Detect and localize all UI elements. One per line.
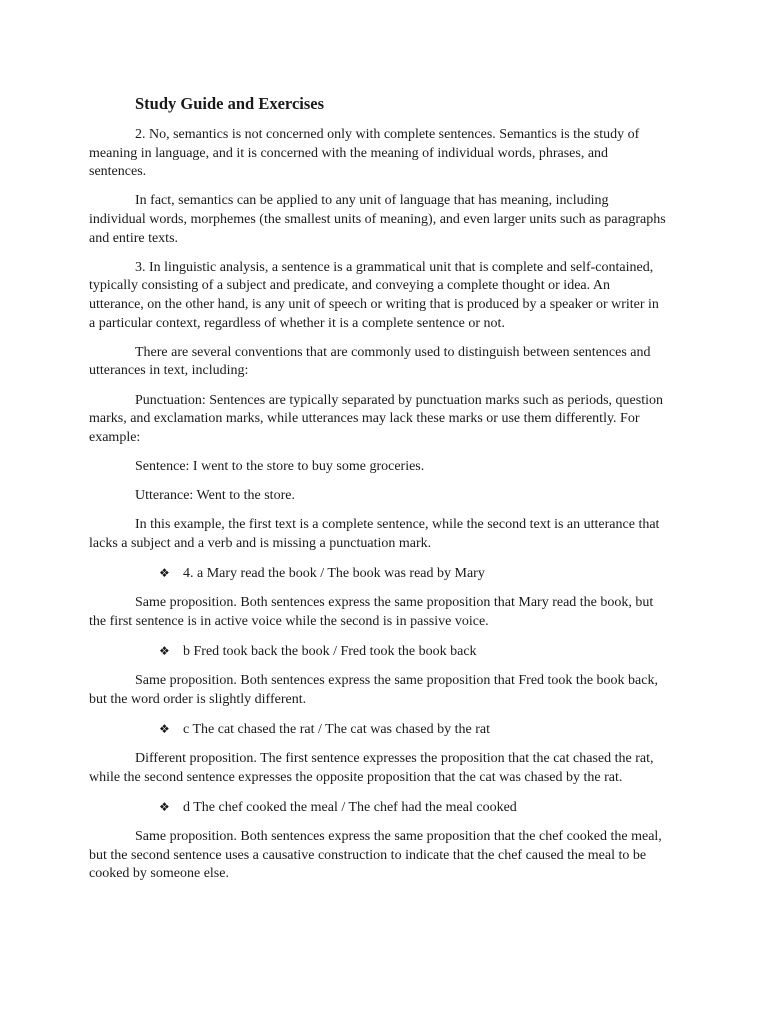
paragraph: In this example, the first text is a complete sentence, while the second text is an utterance that lacks a subject and a verb and is missing a punctuation mark. (89, 517, 660, 551)
page-title: Study Guide and Exercises (135, 94, 325, 113)
paragraph: Punctuation: Sentences are typically separated by punctuation marks such as periods, question marks, and exclamation marks, while utterances may lack these marks or use them differently. For example: (89, 392, 663, 445)
paragraph: Same proposition. Both sentences express the same proposition that Fred took the book back, but the word order is slightly different. (89, 673, 658, 707)
bullet-text: c The cat chased the rat / The cat was chased by the rat (183, 721, 490, 737)
bullet-text: d The chef cooked the meal / The chef had the meal cooked (183, 799, 517, 815)
paragraph: Utterance: Went to the store. (135, 488, 295, 504)
bullet-item (89, 642, 666, 662)
paragraph: Same proposition. Both sentences express the same proposition that the chef cooked the meal, but the second sentence uses a causative construction to indicate that the chef caused the meal to be cooked by someone else. (89, 829, 662, 882)
diamond-bullet-icon: ❖ (159, 644, 170, 658)
bullet-text: b Fred took back the book / Fred took the book back (183, 644, 477, 659)
bullet-text: 4. a Mary read the book / The book was read by Mary (183, 566, 485, 582)
paragraph: Same proposition. Both sentences express the same proposition that Mary read the book, but the first sentence is in active voice while the second is in passive voice. (89, 595, 654, 629)
paragraph: 2. No, semantics is not concerned only with complete sentences. Semantics is the study of meaning in language, and it is concerned with the meaning of individual words, phrases, and sentences. (89, 127, 640, 180)
bullet-item (89, 720, 666, 740)
paragraph: Different proposition. The first sentence expresses the proposition that the cat chased the rat, while the second sentence expresses the opposite proposition that the cat was chased by the rat. (89, 751, 654, 785)
document-body (89, 126, 666, 884)
paragraph: In fact, semantics can be applied to any unit of language that has meaning, including individual words, morphemes (the smallest units of meaning), and even larger units such as paragraphs and entire texts. (89, 193, 666, 246)
paragraph: There are several conventions that are commonly used to distinguish between sentences and utterances in text, including: (89, 344, 651, 379)
bullet-item (89, 798, 666, 818)
paragraph: Sentence: I went to the store to buy some groceries. (135, 458, 425, 474)
bullet-item (89, 564, 666, 584)
paragraph: 3. In linguistic analysis, a sentence is a grammatical unit that is complete and self-contained, typically consisting of a subject and predicate, and conveying a complete thought or idea. An utterance, on the other hand, is any unit of speech or writing that is produced by a speaker or writer in a particular context, regardless of whether it is a complete sentence or not. (89, 259, 659, 331)
diamond-bullet-icon: ❖ (159, 566, 170, 581)
diamond-bullet-icon: ❖ (159, 799, 170, 814)
diamond-bullet-icon: ❖ (159, 721, 170, 736)
